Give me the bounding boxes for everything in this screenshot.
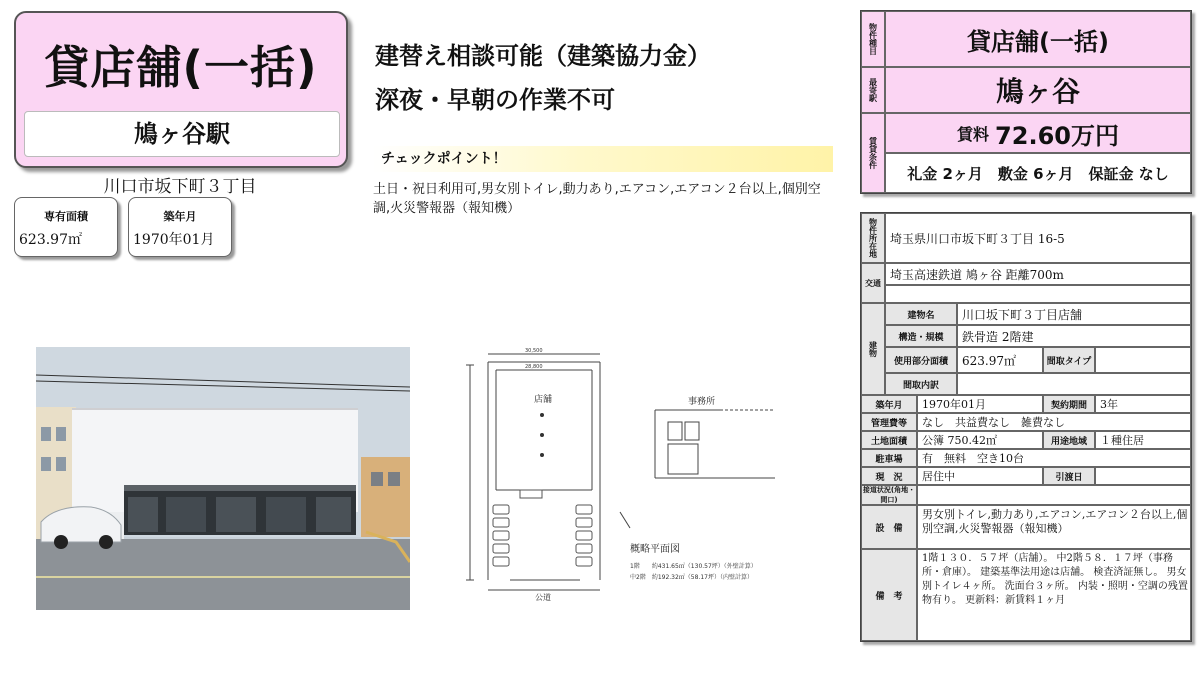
property-title-card <box>14 11 348 168</box>
station-value: 鳩ヶ谷 <box>885 67 1191 113</box>
bname-value: 川口坂下町３丁目店舗 <box>957 303 1191 325</box>
notes-value: 1階１３０．５７坪（店舗）。 中2階５８．１７坪（事務所・倉庫）。 建築基準法用途は店舗。 検査済証無し。 男女別トイレ４ヶ所。 洗面台３ヶ所。 内装・照明・空調の残置物有り。 更新料：新賃料１ヶ月 <box>917 549 1191 641</box>
checkpoint-title: チェックポイント！ <box>373 146 833 172</box>
short-address: 川口市坂下町３丁目 <box>103 177 257 197</box>
rent-label: 賃料 <box>957 124 990 144</box>
handover-value <box>1095 467 1191 485</box>
built-row-label: 築年月 <box>861 395 917 413</box>
type-value: 貸店舗(一括) <box>885 11 1191 67</box>
layout-type-value <box>1095 347 1191 373</box>
mgmt-value: なし 共益費なし 雑費なし <box>917 413 1191 431</box>
built-row-value: 1970年01月 <box>917 395 1043 413</box>
location-label: 物件所在地 <box>861 213 885 263</box>
property-type-title: 貸店舗(一括) <box>44 41 318 94</box>
building-photo <box>36 347 410 610</box>
road-access-label: 接道状況(角地・間口) <box>862 486 916 504</box>
uarea-label: 使用部分面積 <box>885 347 957 373</box>
mgmt-label: 管理費等 <box>861 413 917 431</box>
parking-value: 有 無料 空き10台 <box>917 449 1191 467</box>
road-access-value <box>917 485 1191 505</box>
struct-label: 構造・規模 <box>885 325 957 347</box>
station-name: 鳩ヶ谷駅 <box>24 111 340 157</box>
building-label: 建物 <box>861 303 885 395</box>
plan-road-label: 公道 <box>535 593 551 602</box>
rent-value: 72.60万円 <box>995 121 1119 150</box>
station-label: 最寄駅 <box>861 67 885 113</box>
floor-plan-drawing <box>430 340 830 602</box>
built-value: 1970年01月 <box>133 232 215 248</box>
traffic-value: 埼玉高速鉄道 鳩ヶ谷 距離700m <box>885 263 1191 285</box>
floor-plan <box>430 340 830 602</box>
uarea-value: 623.97㎡ <box>957 347 1043 373</box>
built-label: 築年月 <box>163 210 197 223</box>
plan-office-label: 事務所 <box>688 397 716 407</box>
layout-type-label: 間取タイプ <box>1043 347 1095 373</box>
land-label: 土地面積 <box>861 431 917 449</box>
parking-label: 駐車場 <box>861 449 917 467</box>
detail-table <box>860 212 1192 642</box>
area-label: 専有面積 <box>44 210 88 223</box>
area-value: 623.97㎡ <box>19 232 82 248</box>
zone-value: １種住居 <box>1095 431 1191 449</box>
area-card <box>14 197 118 257</box>
handover-label: 引渡日 <box>1043 467 1095 485</box>
built-card <box>128 197 232 257</box>
building-photo-image <box>36 347 410 610</box>
status-value: 居住中 <box>917 467 1043 485</box>
fees-value: 礼金 2ヶ月 敷金 6ヶ月 保証金 なし <box>885 153 1191 193</box>
layout-detail-label: 間取内訳 <box>885 373 957 395</box>
equipment-label: 設 備 <box>861 505 917 549</box>
struct-value: 鉄骨造 2階建 <box>957 325 1191 347</box>
type-label: 物件種目 <box>861 11 885 67</box>
layout-detail-value <box>957 373 1191 395</box>
plan-floor1-note: 1階 約431.65㎡（130.57坪）（外壁計算） <box>630 563 757 570</box>
notes-label: 備 考 <box>861 549 917 641</box>
terms-label: 賃貸条件 <box>861 113 885 193</box>
zone-label: 用途地域 <box>1043 431 1095 449</box>
plan-store-label: 店舗 <box>534 395 553 405</box>
headline-line-2: 深夜・早朝の作業不可 <box>375 86 615 114</box>
traffic-row-blank <box>885 285 1191 303</box>
bname-label: 建物名 <box>885 303 957 325</box>
plan-caption: 概略平面図 <box>630 544 680 555</box>
summary-box <box>860 10 1192 194</box>
headline-line-1: 建替え相談可能（建築協力金） <box>375 42 711 70</box>
land-value: 公簿 750.42㎡ <box>917 431 1043 449</box>
equipment-value: 男女別トイレ,動力あり,エアコン,エアコン２台以上,個別空調,火災警報器（報知機） <box>917 505 1191 549</box>
traffic-label: 交通 <box>861 263 885 303</box>
status-label: 現 況 <box>861 467 917 485</box>
contract-label: 契約期間 <box>1043 395 1095 413</box>
plan-inner-dimension: 28,800 <box>525 364 543 370</box>
plan-floor2-note: 中2階 約192.32㎡（58.17坪）（内壁計算） <box>630 574 753 581</box>
checkpoint-text: 土日・祝日利用可,男女別トイレ,動力あり,エアコン,エアコン２台以上,個別空調,火災警報器（報知機） <box>373 182 821 216</box>
location-value: 埼玉県川口市坂下町３丁目 16-5 <box>885 213 1191 263</box>
rent-row <box>885 113 1191 153</box>
contract-value: 3年 <box>1095 395 1191 413</box>
plan-top-dimension: 30,500 <box>525 348 543 354</box>
